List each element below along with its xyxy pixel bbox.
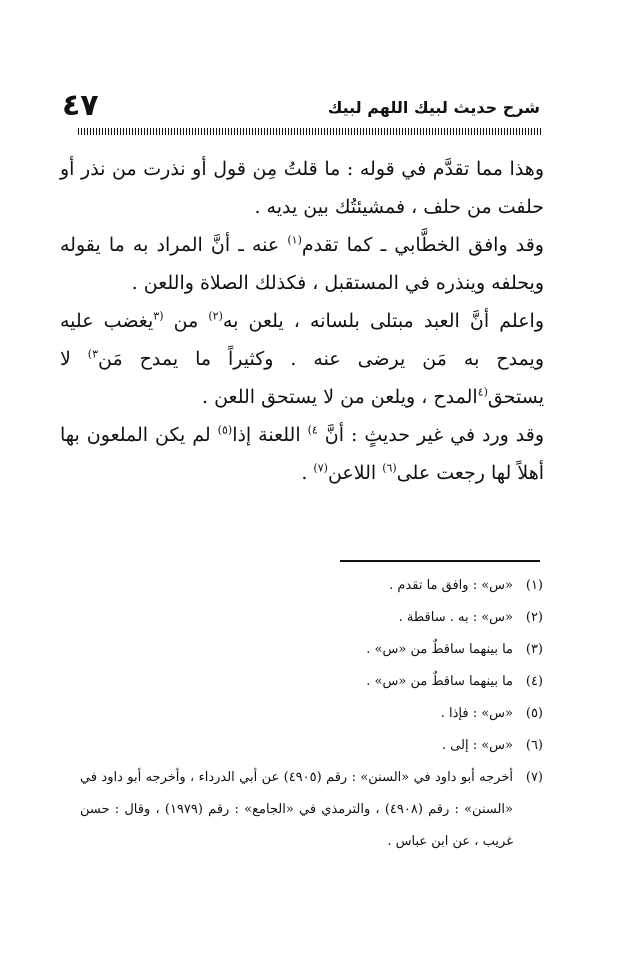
paragraph-3 — [60, 302, 544, 416]
footnote-number: (٦) — [525, 738, 543, 753]
footnote-number: (٤) — [525, 674, 543, 689]
footnote-rule — [340, 560, 540, 562]
footnote — [80, 634, 543, 666]
footnote-marker: ٣) — [87, 347, 99, 361]
footnote — [80, 762, 543, 858]
footnote-marker: (٥) — [217, 423, 233, 437]
footnote-text: «س» : إلى . — [441, 738, 513, 753]
footnote-number: (٧) — [525, 770, 543, 785]
footnote-number: (١) — [525, 578, 543, 593]
text-run: لم يكن الملعون بها أهلاً لها رجعت على — [60, 424, 544, 484]
footnote-text: «س» : وافق ما تقدم . — [389, 578, 513, 593]
footnote-marker: (٣ — [153, 309, 164, 323]
text-run: وقد وافق الخطَّابي ـ كما تقدم — [301, 234, 544, 256]
text-run: من — [163, 310, 209, 332]
main-text — [60, 150, 544, 492]
footnote-text: أخرجه أبو داود في «السنن» : رقم (٤٩٠٥) عن أبي الدرداء ، وأخرجه أبو داود في «السنن» : رقم (٤٩٠٨) ، والترمذي في «الجامع» : رقم (١٩٧٩) ، وقال : حسن غريب ، عن ابن عباس . — [80, 770, 513, 849]
text-run: اللاعن — [327, 462, 383, 484]
footnote — [80, 602, 543, 634]
text-run: واعلم أنَّ العبد مبتلى بلسانه ، يلعن به — [222, 310, 544, 332]
text-run: لا يستحق — [60, 348, 544, 408]
paragraph-2 — [60, 226, 544, 302]
footnote-marker: (٧) — [313, 461, 328, 475]
footnotes — [80, 570, 543, 858]
footnote — [80, 570, 543, 602]
footnote-marker: (١) — [287, 233, 302, 247]
footnote-marker: (٤ — [477, 385, 488, 399]
text-run: عنه ـ أنَّ المراد به ما يقوله ويحلفه وينذره في المستقبل ، فكذلك الصلاة واللعن . — [60, 234, 544, 294]
footnote-number: (٢) — [525, 610, 543, 625]
text-run: وقد ورد في غير حديثٍ : أنَّ — [317, 424, 545, 446]
text-run: اللعنة إذا — [232, 424, 308, 446]
text-run: المدح ، ويلعن من لا يستحق اللعن . — [202, 386, 478, 408]
footnote-marker: (٦) — [382, 461, 397, 475]
footnote-text: «س» : فإذا . — [440, 706, 513, 721]
header-rule — [78, 128, 542, 135]
footnote — [80, 698, 543, 730]
footnote-marker: (٢) — [208, 309, 223, 323]
footnote-text: ما بينهما ساقطٌ من «س» . — [366, 674, 513, 689]
text-run: . — [301, 462, 314, 484]
footnote-number: (٥) — [525, 706, 543, 721]
page-number: ٤٧ — [62, 88, 99, 123]
footnote-marker: ٤) — [307, 423, 318, 437]
paragraph-4 — [60, 416, 544, 492]
running-title: شرح حديث لبيك اللهم لبيك — [327, 98, 540, 117]
paragraph-1: وهذا مما تقدَّم في قوله : ما قلتُ مِن قول أو نذرت من نذر أو حلفت من حلف ، فمشيئتُك بين يديه . — [60, 158, 544, 218]
footnote — [80, 666, 543, 698]
footnote-text: «س» : به . ساقطة . — [398, 610, 513, 625]
footnote-text: ما بينهما ساقطٌ من «س» . — [366, 642, 513, 657]
text-run: يغضب عليه ويمدح به مَن يرضى عنه . وكثيراً ما يمدح مَن — [60, 310, 544, 370]
footnote-number: (٣) — [525, 642, 543, 657]
footnote — [80, 730, 543, 762]
